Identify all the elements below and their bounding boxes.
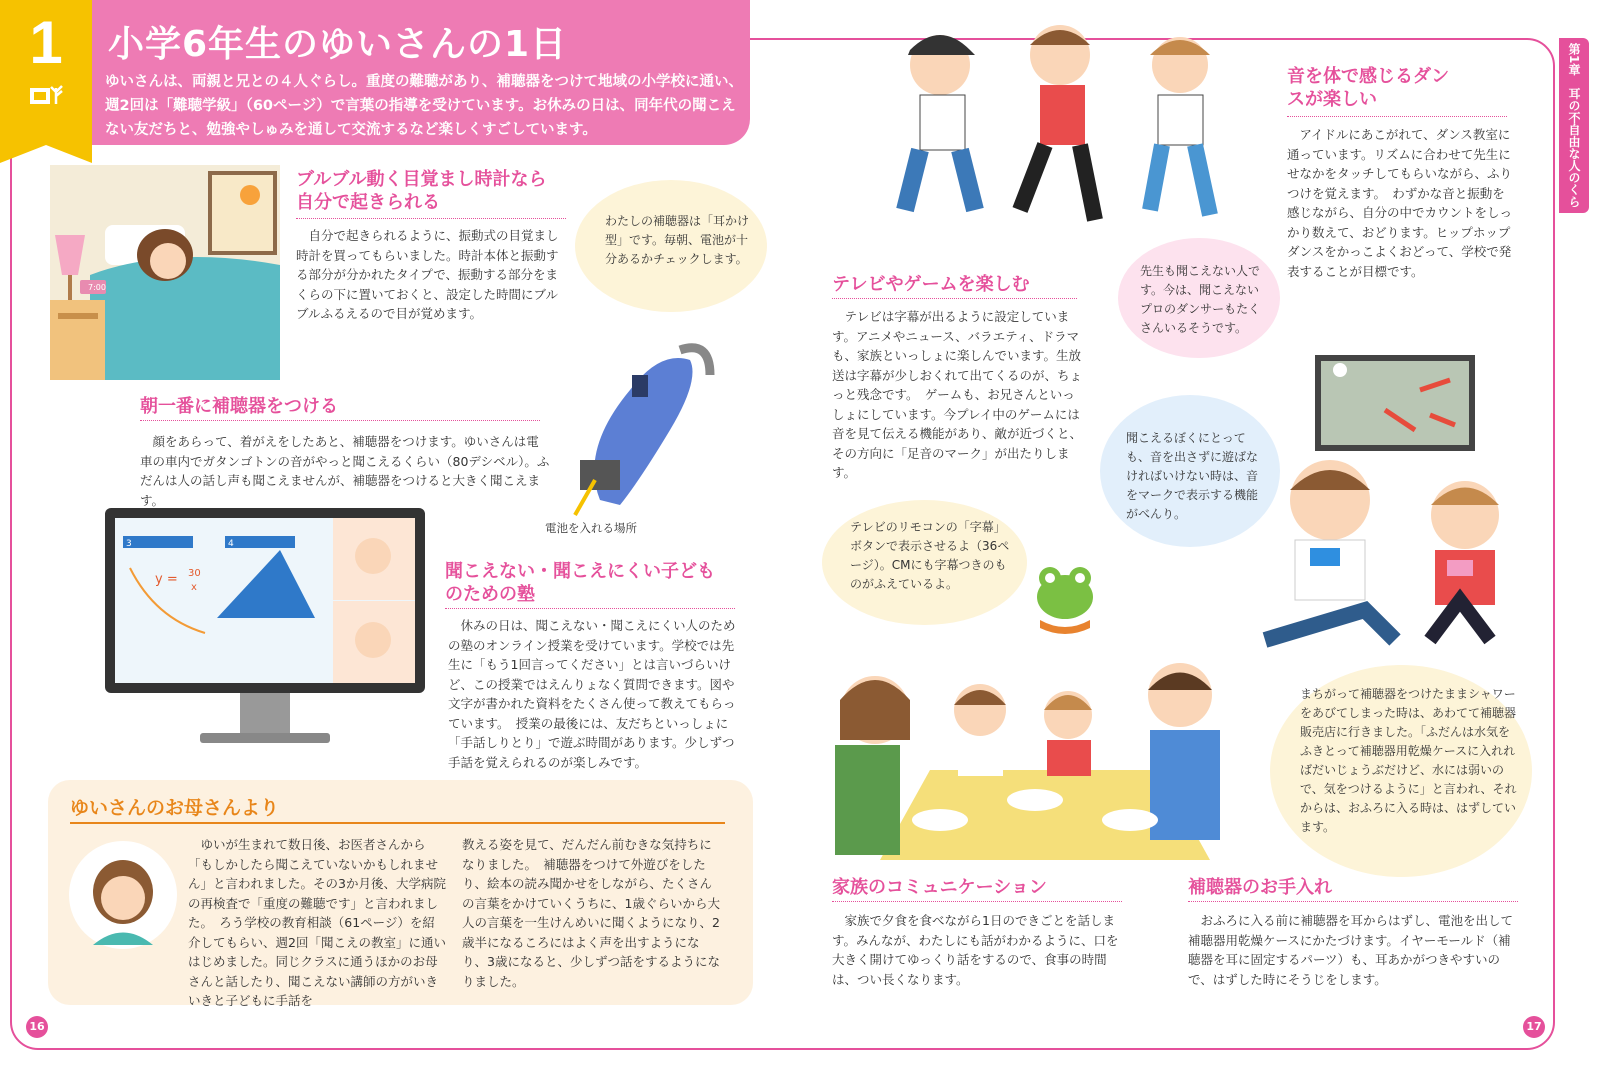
- bubble-shower: [1270, 665, 1532, 877]
- dance-illustration: [880, 10, 1250, 235]
- rule-alarm: [296, 218, 566, 219]
- bubble-dance-teacher-text: 先生も聞こえない人です。今は、聞こえないプロのダンサーもたくさんいるそうです。: [1140, 264, 1261, 335]
- panel2-number: 4: [228, 539, 234, 549]
- rule-family: [832, 901, 1122, 902]
- body-hearing-aid: 顔をあらって、着がえをしたあと、補聴器をつけます。ゆいさんは電車の車内でガタンゴトンの音がやっと聞こえるくらい（80デシベル）。ふだんは人の話し声も聞こえませんが、補聴器をつけると大きく聞こえます。: [140, 434, 550, 508]
- body-juku: 休みの日は、聞こえない・聞こえにくい人のための塾のオンライン授業を受けています。学校では先生に「もう1回言ってください」とは言いづらいけど、この授業ではえんりょなく質問できます。図や文字が書かれた資料をたくさん使って教えてもらっています。 授業の最後には、友だちといっしょに「手話しりとり」で遊ぶ時間があります。少しずつ手話を覚えられるのが楽しみです。: [448, 618, 736, 770]
- bubble-frog-remote-text: テレビのリモコンの「字幕」ボタンで表示させるよ（36ページ）。CMにも字幕つきのものがふえているよ。: [850, 520, 1010, 591]
- body-family: 家族で夕食を食べながら1日のできごとを話します。みんなが、わたしにも話がわかるように、口を大きく開けてゆっくり話をするので、食事の時間は、つい長くなります。: [832, 913, 1119, 987]
- mom-rule: [70, 822, 725, 824]
- bubble-brother-game-text: 聞こえるぼくにとっても、音を出さずに遊ばなければいけない時は、音をマークで表示する機能がべんり。: [1126, 431, 1259, 521]
- mom-title: ゆいさんのお母さんより: [70, 797, 280, 819]
- body-alarm: 自分で起きられるように、振動式の目覚まし時計を買ってもらいました。時計本体と振動する部分が分かれたタイプで、振動する部分をまくらの下に置いておくと、設定した時間にブルブルふるえるので目が覚めます。: [296, 228, 559, 321]
- bedroom-illustration: [50, 165, 280, 380]
- body-care: おふろに入る前に補聴器を耳からはずし、電池を出して補聴器用乾燥ケースにかたづけます。イヤーモールド（補聴器を耳に固定するパーツ）も、耳あかがつきやすいので、はずした時にそうじをします。: [1188, 913, 1514, 987]
- bubble-dance-teacher: [1118, 238, 1280, 358]
- heading-tv-game: テレビやゲームを楽しむ: [832, 274, 1030, 295]
- body-dance: アイドルにあこがれて、ダンス教室に通っています。リズムに合わせて先生にせなかをタッチしてもらいながら、ふりつけを覚えます。 わずかな音と振動を感じながら、自分の中でカウントをしっかり数えて、おどります。ヒップホップダンスをかっこよくおどって、学校で発表することが目標です。: [1287, 127, 1513, 279]
- bubble-frog-remote: [822, 500, 1027, 625]
- rule-juku: [445, 608, 735, 609]
- heading-hearing-aid: 朝一番に補聴器をつける: [140, 396, 338, 417]
- rule-dance: [1287, 116, 1507, 117]
- body-tv-game: テレビは字幕が出るように設定しています。アニメやニュース、バラエティ、ドラマも、家族といっしょに楽しんでいます。生放送は字幕が少しおくれて出てくるのが、ちょっと残念です。 ゲームも、お兄さんといっしょにしています。今プレイ中のゲームには音を見て伝える機能があり、敵が近づくと、その方向に「足音のマーク」が出たりします。: [832, 309, 1083, 480]
- bubble-brother-game: [1100, 395, 1280, 547]
- chapter-tab: [0, 0, 92, 145]
- panel1-number: 3: [126, 539, 132, 549]
- clock-display: 7:00: [88, 283, 106, 292]
- online-class-monitor: [105, 508, 425, 763]
- chapter-number: 1: [29, 9, 63, 76]
- battery-caption: 電池を入れる場所: [545, 521, 637, 535]
- mom-text-col2: 教える姿を見て、だんだん前むきな気持ちになりました。 補聴器をつけて外遊びをしたり、絵本の読み聞かせをしながら、たくさんの言葉をかけていくうちに、1歳ぐらいから大人の言葉を一生けんめいに聞くようになり、2歳半になるころにはよく声を出すようになり、3歳になると、少しずつ話をするようになりました。: [462, 837, 720, 989]
- bubble-hearing-aid-type-text: わたしの補聴器は「耳かけ型」です。毎朝、電池が十分あるかチェックします。: [605, 214, 750, 266]
- frog-mascot: [1030, 562, 1100, 637]
- hearing-aid-illustration: [560, 330, 730, 520]
- heading-family: 家族のコミュニケーション: [832, 877, 1047, 898]
- page-title: 小学6年生のゆいさんの1日: [108, 24, 568, 65]
- chapter-icon: [28, 82, 66, 108]
- heading-juku: 聞こえない・聞こえにくい子どものための塾: [445, 561, 715, 605]
- mom-text-col1: ゆいが生まれて数日後、お医者さんから「もしかしたら聞こえていないかもしれません」と言われました。その3か月後、大学病院の再検査で「重度の難聴です」と言われました。 ろう学校の教育相談（61ページ）を紹介してもらい、週2回「聞こえの教室」に通いはじめました。同じクラスに通うほかのお母さんと話したり、聞こえない講師の方がいきいきと子どもに手話を: [188, 837, 446, 1008]
- family-dinner-illustration: [830, 650, 1240, 865]
- heading-care: 補聴器のお手入れ: [1188, 877, 1332, 898]
- bubble-shower-text: まちがって補聴器をつけたままシャワーをあびてしまった時は、あわてて補聴器販売店に行きました。「ふだんは水気をふきとって補聴器用乾燥ケースに入れればだいじょうぶだけど、水には弱いので、気をつけるように」と言われ、それからは、おふろに入る時は、はずしています。: [1300, 687, 1517, 834]
- heading-dance: 音を体で感じるダンスが楽しい: [1287, 66, 1450, 110]
- mom-avatar: [68, 840, 178, 950]
- chapter-side-tab: 第1章 耳の不自由な人のくらし: [1559, 38, 1589, 213]
- rule-tv-game: [832, 298, 1077, 299]
- rule-care: [1188, 901, 1518, 902]
- rule-hearing-aid: [140, 420, 540, 421]
- game-illustration: [1255, 350, 1535, 655]
- page-number-right: 17: [1523, 1016, 1545, 1038]
- heading-alarm: ブルブル動く目覚まし時計なら自分で起きられる: [296, 169, 547, 213]
- equation-lhs: y =: [155, 572, 178, 587]
- equation-denominator: x: [191, 582, 197, 593]
- equation-numerator: 30: [188, 568, 201, 579]
- bubble-hearing-aid-type: [575, 180, 767, 312]
- lead-text: ゆいさんは、両親と兄との４人ぐらし。重度の難聴があり、補聴器をつけて地域の小学校に通い、週2回は「難聴学級」（60ページ）で言葉の指導を受けています。お休みの日は、同年代の聞こえない友だちと、勉強やしゅみを通して交流するなど楽しくすごしています。: [105, 74, 743, 138]
- page-number-left: 16: [26, 1016, 48, 1038]
